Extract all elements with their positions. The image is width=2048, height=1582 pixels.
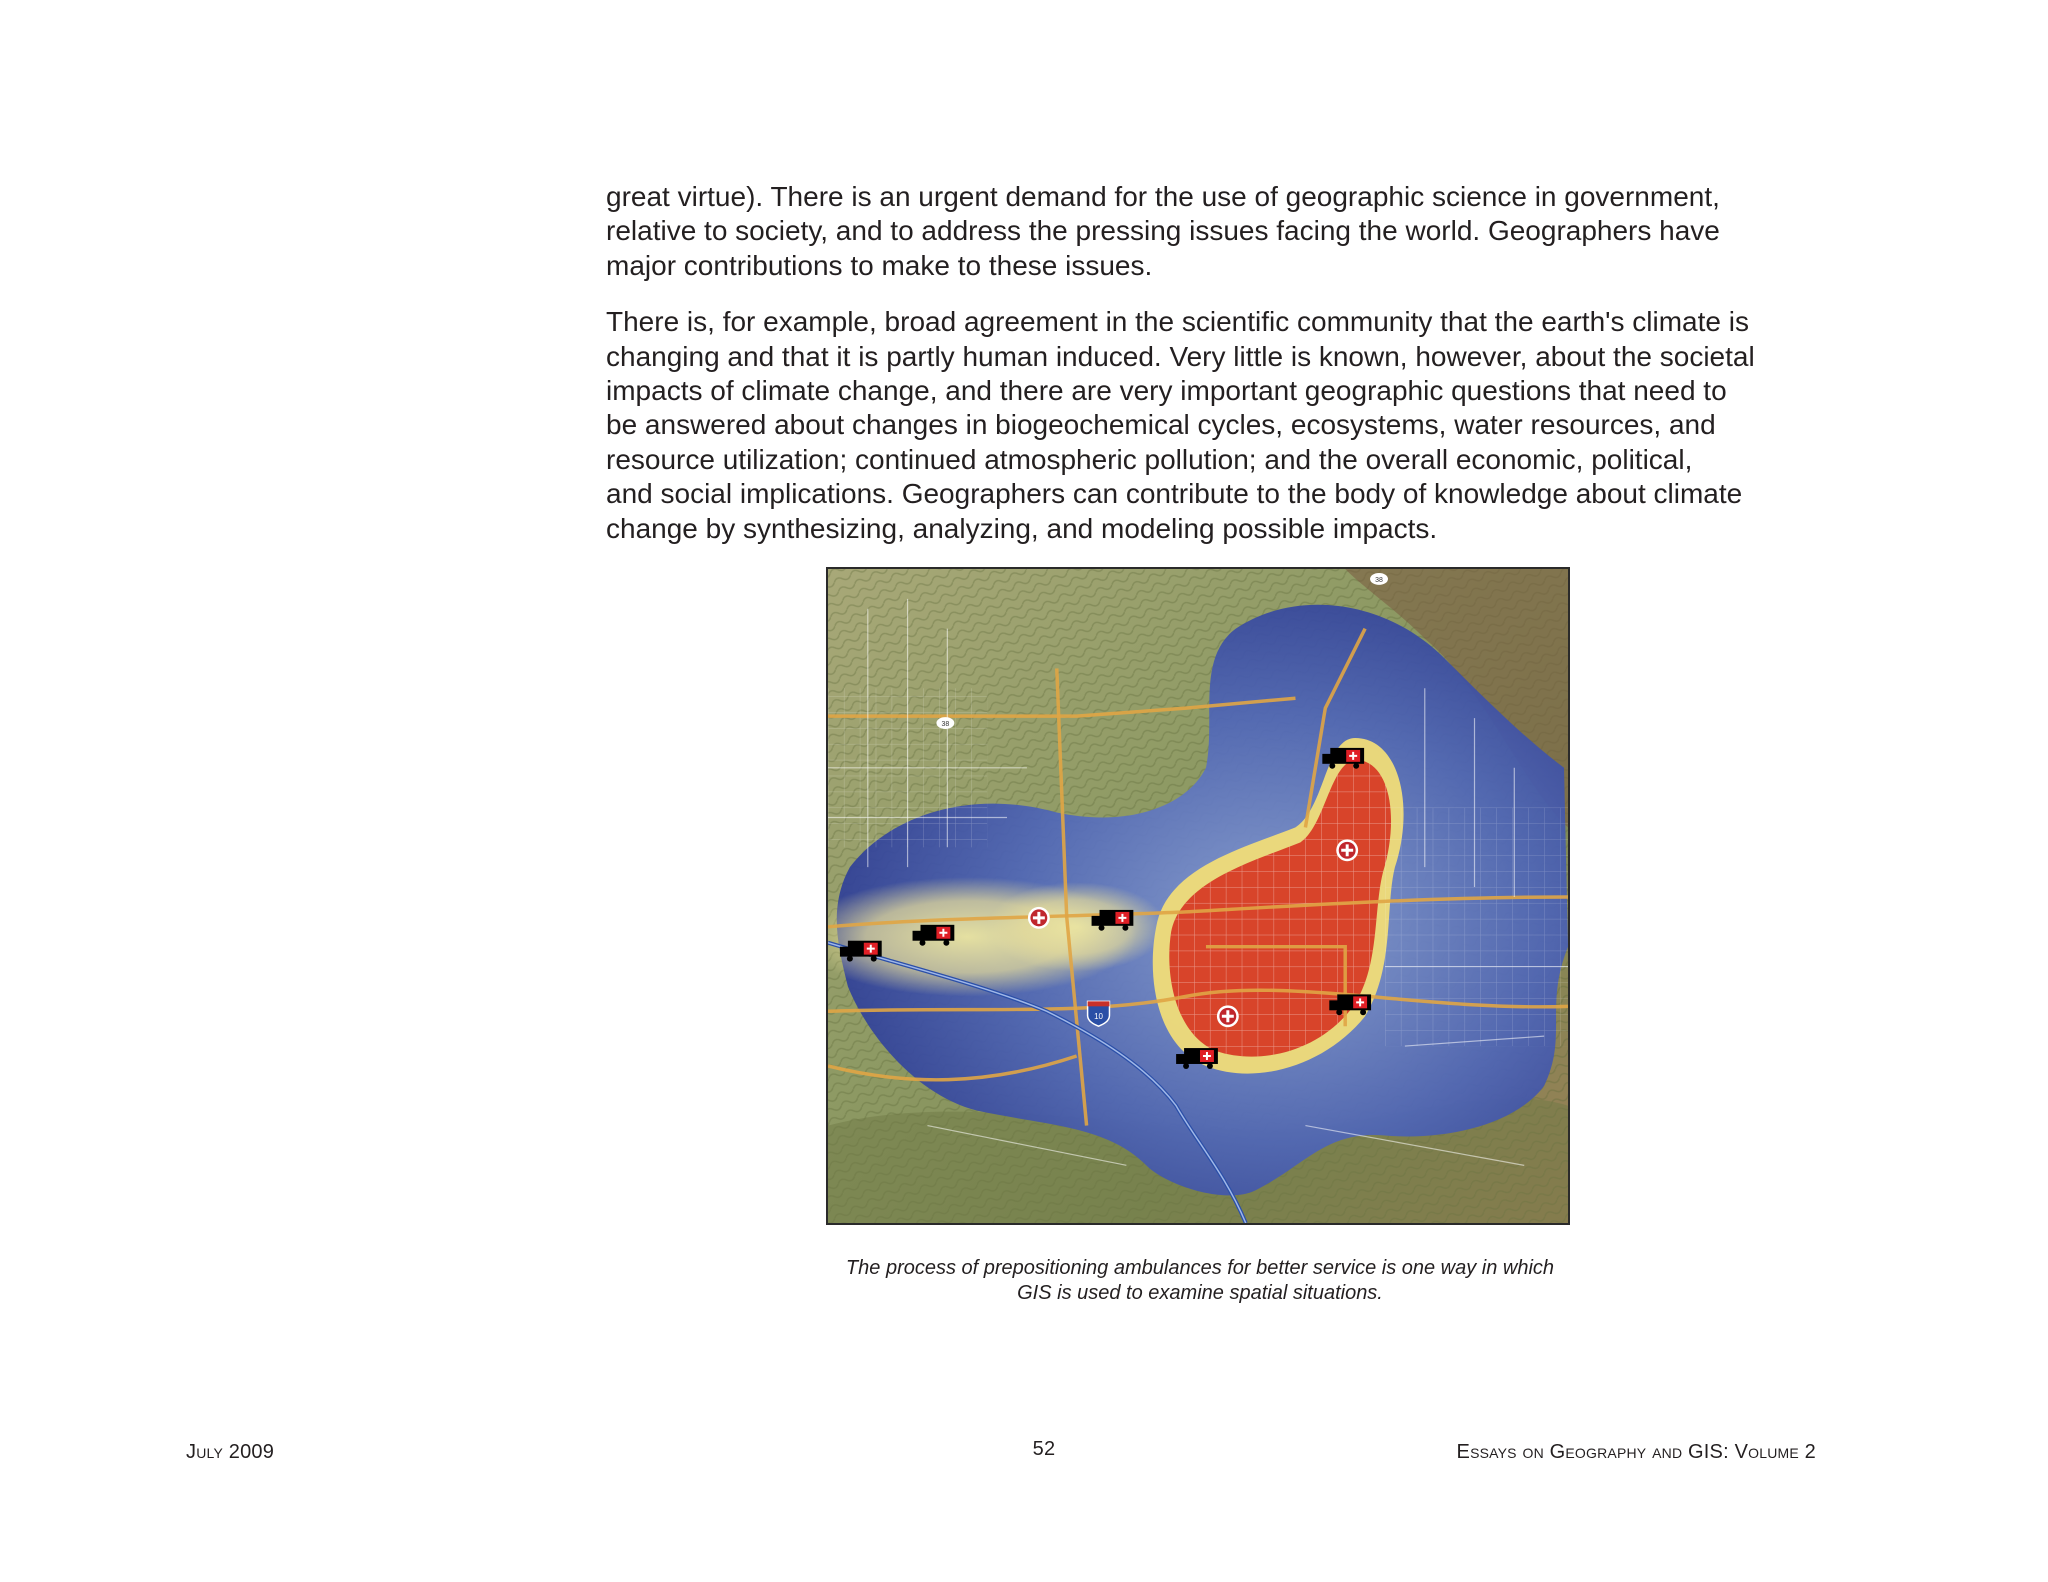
footer-date: July 2009 — [186, 1441, 275, 1463]
paragraph-2: There is, for example, broad agreement in the scientific community that the earth's climate is changing and that it is partly human induced. Very little is known, however, about the societal impacts of climate change, and there are very important geographic questions that need to be answered about changes in biogeochemical cycles, ecosystems, water resources, and resource utilization; continued atmospheric pollution; and the overall economic, political, and social implications. Geographers can contribute to the body of knowledge about climate change by synthesizing, analyzing, and modeling possible impacts. — [606, 306, 1755, 544]
ambulance-coverage-map — [826, 567, 1570, 1225]
interstate-shield-icon — [1088, 1001, 1110, 1026]
hospital-icon — [1336, 839, 1358, 861]
paragraph-1: great virtue). There is an urgent demand for the use of geographic science in government, relative to society, and to address the pressing issues facing the world. Geographers have major contributions to make to these issues. — [606, 181, 1720, 281]
route-label-icon — [1370, 573, 1388, 585]
hospital-icon — [1217, 1005, 1239, 1027]
figure-caption: The process of prepositioning ambulances for better service is one way in which GIS is used to examine spatial situations. — [845, 1257, 1555, 1304]
page-number: 52 — [1032, 1438, 1056, 1460]
body-text — [606, 180, 1806, 568]
route-label-icon — [936, 717, 954, 729]
route-label: 38 — [1375, 576, 1383, 584]
route-label: 38 — [941, 721, 950, 729]
interstate-shield-label: 10 — [1094, 1012, 1103, 1022]
footer-publication-title: Essays on Geography and GIS: Volume 2 — [1456, 1441, 1816, 1463]
hospital-icon — [1028, 907, 1050, 929]
